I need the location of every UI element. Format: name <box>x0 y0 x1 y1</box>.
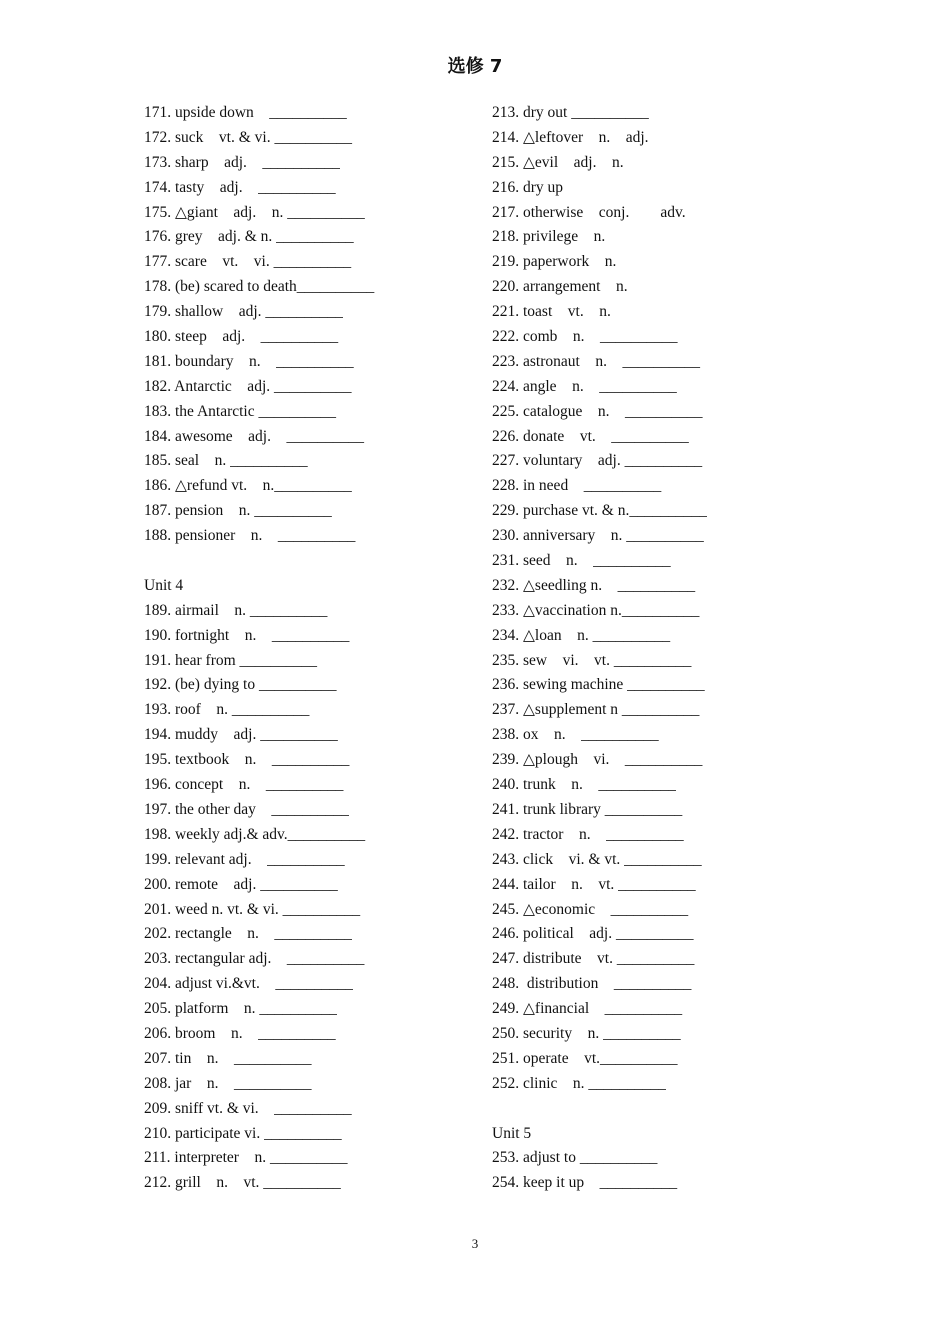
vocab-line: 212. grill n. vt. __________ <box>144 1174 341 1192</box>
vocab-line: 249. △financial __________ <box>492 1000 683 1018</box>
vocab-line: 206. broom n. __________ <box>144 1024 336 1042</box>
vocab-line: 228. in need __________ <box>492 477 662 495</box>
vocab-line: 251. operate vt.__________ <box>492 1049 678 1067</box>
vocab-line: 182. Antarctic adj. __________ <box>144 377 352 395</box>
vocab-line: 250. security n. __________ <box>492 1024 681 1042</box>
vocab-line: 207. tin n. __________ <box>144 1049 312 1067</box>
vocab-line: 229. purchase vt. & n.__________ <box>492 502 707 520</box>
vocab-line: 248. distribution __________ <box>492 975 692 993</box>
vocab-line: 221. toast vt. n. <box>492 303 611 321</box>
vocab-line: 219. paperwork n. <box>492 253 617 271</box>
vocab-line: 254. keep it up __________ <box>492 1174 678 1192</box>
vocab-line: 200. remote adj. __________ <box>144 875 338 893</box>
vocab-line: 214. △leftover n. adj. <box>492 128 649 146</box>
vocab-line: 224. angle n. __________ <box>492 377 677 395</box>
vocab-line: 195. textbook n. __________ <box>144 751 350 769</box>
vocab-line: 220. arrangement n. <box>492 278 628 296</box>
vocab-line: 209. sniff vt. & vi. __________ <box>144 1099 352 1117</box>
vocab-line: 230. anniversary n. __________ <box>492 527 704 545</box>
vocab-line: 210. participate vi. __________ <box>144 1124 342 1142</box>
vocab-line: 217. otherwise conj. adv. <box>492 203 686 221</box>
vocab-line: 171. upside down __________ <box>144 104 347 121</box>
vocab-line: 203. rectangular adj. __________ <box>144 950 365 968</box>
right-column <box>492 101 707 1196</box>
vocab-line: 199. relevant adj. __________ <box>144 850 345 868</box>
vocab-line: 198. weekly adj.& adv.__________ <box>144 825 366 843</box>
vocab-line <box>144 549 374 574</box>
vocab-line: 225. catalogue n. __________ <box>492 402 703 420</box>
vocab-line: 177. scare vt. vi. __________ <box>144 253 352 271</box>
vocab-line: 173. sharp adj. __________ <box>144 153 340 171</box>
vocab-line: 191. hear from __________ <box>144 651 318 669</box>
vocab-line: 253. adjust to __________ <box>492 1149 658 1167</box>
vocab-line: 223. astronaut n. __________ <box>492 352 700 370</box>
vocab-line: 216. dry up <box>492 178 564 196</box>
vocab-line: 252. clinic n. __________ <box>492 1074 666 1092</box>
vocab-line: Unit 4 <box>144 576 184 594</box>
vocab-line: 242. tractor n. __________ <box>492 825 684 843</box>
vocab-line: 218. privilege n. <box>492 228 606 246</box>
vocab-line: 183. the Antarctic __________ <box>144 402 336 420</box>
vocab-line: Unit 5 <box>492 1124 532 1142</box>
vocab-line: 211. interpreter n. __________ <box>144 1149 348 1167</box>
vocab-line: 222. comb n. __________ <box>492 328 678 346</box>
vocab-line: 215. △evil adj. n. <box>492 153 624 171</box>
vocab-line: 196. concept n. __________ <box>144 776 344 794</box>
vocab-line: 227. voluntary adj. __________ <box>492 452 703 470</box>
vocab-line: 197. the other day __________ <box>144 800 349 818</box>
vocab-line: 245. △economic __________ <box>492 900 689 918</box>
vocab-line: 240. trunk n. __________ <box>492 776 676 794</box>
vocab-line: 192. (be) dying to __________ <box>144 676 337 694</box>
vocab-line: 208. jar n. __________ <box>144 1074 312 1092</box>
vocab-line: 226. donate vt. __________ <box>492 427 689 445</box>
vocab-line: 231. seed n. __________ <box>492 552 671 570</box>
vocab-line: 174. tasty adj. __________ <box>144 178 336 196</box>
vocab-line: 190. fortnight n. __________ <box>144 626 350 644</box>
page-title: 选修 7 <box>447 56 503 77</box>
vocab-line: 243. click vi. & vt. __________ <box>492 850 702 868</box>
vocab-line: 246. political adj. __________ <box>492 925 694 943</box>
vocab-line: 202. rectangle n. __________ <box>144 925 352 943</box>
vocab-line: 247. distribute vt. __________ <box>492 950 695 968</box>
vocab-line: 187. pension n. __________ <box>144 502 332 520</box>
vocab-line: 235. sew vi. vt. __________ <box>492 651 692 669</box>
vocab-line: 194. muddy adj. __________ <box>144 726 338 744</box>
vocab-line: 234. △loan n. __________ <box>492 626 671 644</box>
vocab-line: 188. pensioner n. __________ <box>144 527 356 545</box>
vocab-line: 204. adjust vi.&vt. __________ <box>144 975 353 993</box>
vocab-line: 205. platform n. __________ <box>144 1000 337 1018</box>
vocab-line: 189. airmail n. __________ <box>144 601 328 619</box>
vocab-line: 244. tailor n. vt. __________ <box>492 875 696 893</box>
vocab-line: 238. ox n. __________ <box>492 726 659 744</box>
vocab-line: 172. suck vt. & vi. __________ <box>144 128 352 146</box>
vocab-line: 233. △vaccination n.__________ <box>492 601 700 619</box>
vocab-line: 213. dry out __________ <box>492 104 649 121</box>
page-number: 3 <box>471 1236 479 1251</box>
vocab-line: 178. (be) scared to death__________ <box>144 278 375 296</box>
vocab-line: 180. steep adj. __________ <box>144 328 339 346</box>
vocab-line: 185. seal n. __________ <box>144 452 308 470</box>
vocab-line: 176. grey adj. & n. __________ <box>144 228 354 246</box>
vocab-line <box>492 1097 707 1122</box>
vocab-line: 239. △plough vi. __________ <box>492 751 703 769</box>
vocab-line: 184. awesome adj. __________ <box>144 427 364 445</box>
vocab-line: 201. weed n. vt. & vi. __________ <box>144 900 361 918</box>
vocab-line: 175. △giant adj. n. __________ <box>144 203 365 221</box>
vocab-line: 186. △refund vt. n.__________ <box>144 477 352 495</box>
vocab-line: 181. boundary n. __________ <box>144 352 354 370</box>
vocab-line: 179. shallow adj. __________ <box>144 303 343 321</box>
vocab-line: 232. △seedling n. __________ <box>492 576 696 594</box>
vocab-line: 193. roof n. __________ <box>144 701 310 719</box>
left-column <box>144 101 374 1196</box>
vocab-line: 236. sewing machine __________ <box>492 676 705 694</box>
vocab-line: 241. trunk library __________ <box>492 800 683 818</box>
vocab-line: 237. △supplement n __________ <box>492 701 700 719</box>
